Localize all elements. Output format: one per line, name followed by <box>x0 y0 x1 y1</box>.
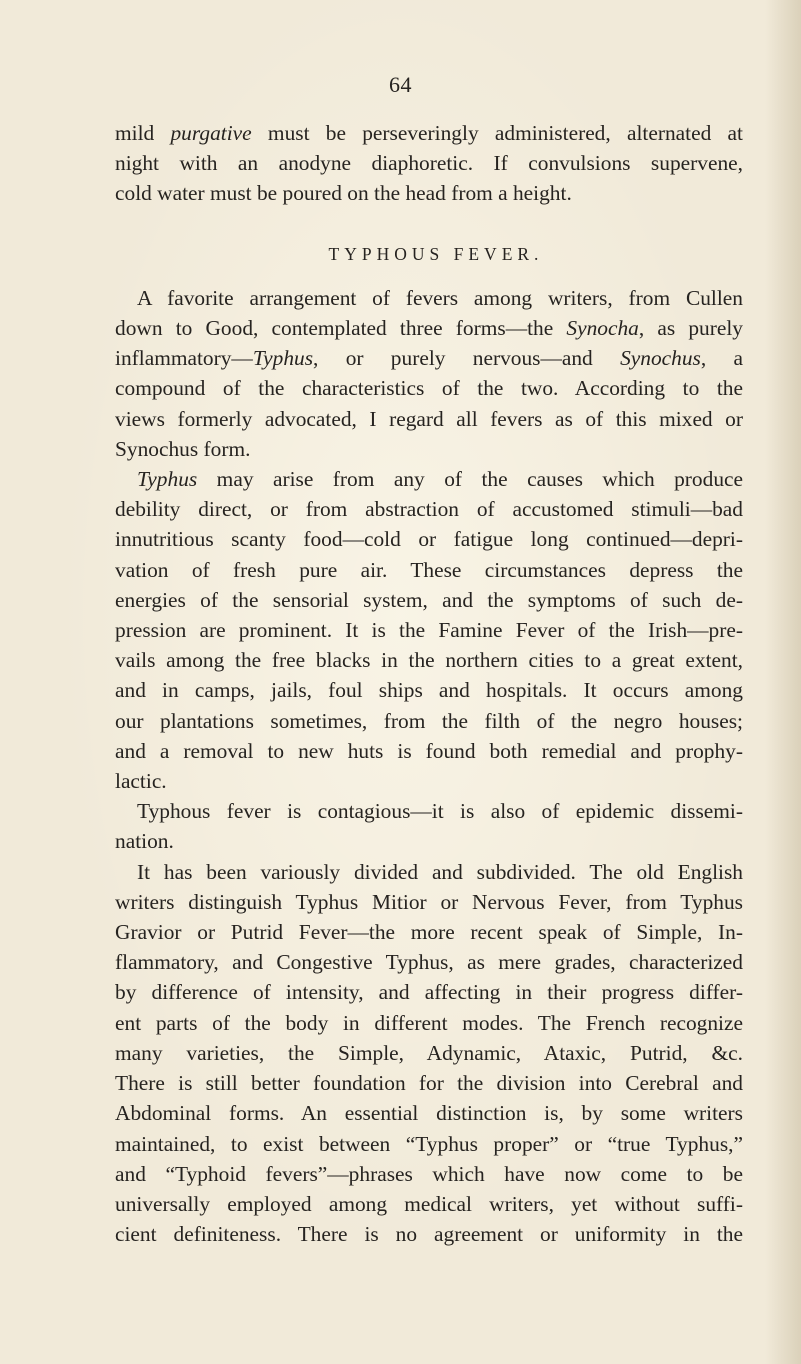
text-line: vation of fresh pure air. These circumstances depress the <box>115 557 743 582</box>
text-line: Typhous fever is contagious—it is also of epidemic dissemi- <box>137 799 743 824</box>
text-line: innutritious scanty food—cold or fatigue long continued—depri- <box>115 527 743 552</box>
body-text <box>115 118 743 1249</box>
italic-term: Typhus <box>252 346 314 371</box>
paragraph <box>115 464 743 796</box>
italic-term: Synocha <box>566 316 639 341</box>
text-line: and a removal to new huts is found both remedial and prophy- <box>115 738 743 763</box>
paragraph <box>115 796 743 856</box>
text-line: cient definiteness. There is no agreement or uniformity in the <box>115 1222 743 1247</box>
text-line: pression are prominent. It is the Famine Fever of the Irish—pre- <box>115 618 743 643</box>
text-line: universally employed among medical writers, yet without suffi- <box>115 1191 743 1216</box>
text-line: energies of the sensorial system, and the symptoms of such de- <box>115 587 743 612</box>
text-line: and in camps, jails, foul ships and hospitals. It occurs among <box>115 678 743 703</box>
text-line: inflammatory—Typhus, or purely nervous—and Synochus, a <box>115 346 743 371</box>
text-line: compound of the characteristics of the two. According to the <box>115 376 743 401</box>
text-line: lactic. <box>115 769 167 794</box>
text-line: and “Typhoid fevers”—phrases which have now come to be <box>115 1161 743 1186</box>
text-line: mild purgative must be perseveringly administered, alternated at <box>115 121 743 145</box>
paragraph <box>115 283 743 464</box>
italic-term: Synochus <box>620 346 701 371</box>
section-heading: TYPHOUS FEVER. <box>328 243 544 264</box>
text-line: cold water must be poured on the head from a height. <box>115 181 572 206</box>
text-line: maintained, to exist between “Typhus proper” or “true Typhus,” <box>115 1131 743 1156</box>
text-line: nation. <box>115 829 174 854</box>
paragraph-continuation <box>115 118 743 209</box>
text-line: down to Good, contemplated three forms—the Synocha, as purely <box>115 316 744 341</box>
text-line: writers distinguish Typhus Mitior or Nervous Fever, from Typhus <box>115 889 743 914</box>
text-line: by difference of intensity, and affecting in their progress differ- <box>115 980 743 1005</box>
italic-term: Typhus <box>137 467 198 492</box>
page-edge-shadow <box>765 0 801 1364</box>
text-line: A favorite arrangement of fevers among writers, from Cullen <box>137 285 743 310</box>
text-line: vails among the free blacks in the northern cities to a great extent, <box>115 648 743 673</box>
text-line: Gravior or Putrid Fever—the more recent speak of Simple, In- <box>115 920 743 945</box>
text-line: many varieties, the Simple, Adynamic, Ataxic, Putrid, &c. <box>115 1040 743 1065</box>
text-line: debility direct, or from abstraction of accustomed stimuli—bad <box>115 497 743 522</box>
text-line: Synochus form. <box>115 436 251 461</box>
page-number: 64 <box>389 72 412 97</box>
italic-term: purgative <box>170 121 252 145</box>
text-line: flammatory, and Congestive Typhus, as mere grades, characterized <box>115 950 743 975</box>
text-line: There is still better foundation for the division into Cerebral and <box>115 1071 743 1096</box>
text-line: our plantations sometimes, from the filth of the negro houses; <box>115 708 743 733</box>
paragraph <box>115 857 743 1250</box>
text-line: night with an anodyne diaphoretic. If convulsions supervene, <box>115 151 743 176</box>
text-line: Abdominal forms. An essential distinction is, by some writers <box>115 1101 743 1126</box>
text-line: ent parts of the body in different modes. The French recognize <box>115 1010 743 1035</box>
text-line: Typhus may arise from any of the causes which produce <box>137 467 743 492</box>
text-line: views formerly advocated, I regard all fevers as of this mixed or <box>115 406 743 431</box>
text-line: It has been variously divided and subdivided. The old English <box>137 859 743 884</box>
